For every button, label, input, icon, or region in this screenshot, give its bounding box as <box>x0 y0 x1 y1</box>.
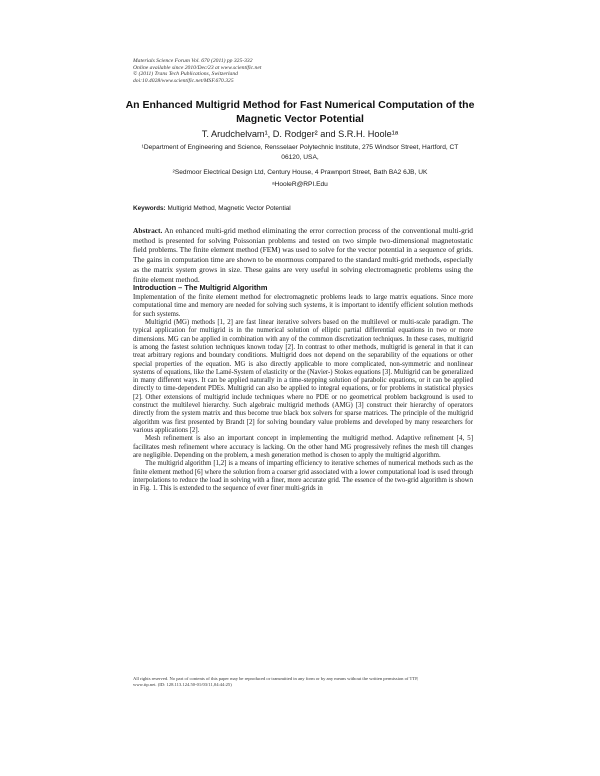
abstract <box>133 226 473 284</box>
copyright-footer <box>133 676 473 687</box>
author-list: T. Arudchelvam¹, D. Rodger² and S.R.H. Hoole¹ᵃ <box>201 129 399 139</box>
keywords-label: Keywords: <box>133 205 166 212</box>
abstract-label: Abstract. <box>133 226 163 235</box>
journal-header <box>133 58 433 84</box>
journal-header-line: Online available since 2010/Dec/23 at www.scientific.net <box>133 64 262 71</box>
keywords-text: Multigrid Method, Magnetic Vector Potential <box>167 205 291 212</box>
footer-line: www.ttp.net. (ID: 128.113.124.50-01/03/11,04:44:25) <box>133 681 232 687</box>
affiliation-1: ¹Department of Engineering and Science, Rensselaer Polytechnic Institute, 275 Windsor Street, Hartford, CT 06120, USA, <box>141 144 459 161</box>
paragraph: Implementation of the finite element method for electromagnetic problems leads to large matrix equations. Since more computational time and memory are needed for solving such systems, it is important to identify efficient solution methods for such systems. <box>133 294 473 318</box>
paragraph: Multigrid (MG) methods [1, 2] are fast linear iterative solvers based on the multilevel or multi-scale paradigm. The typical application for multigrid is in the numerical solution of elliptic partial differential equations in two or more dimensions. MG can be applied in combination with any of the common discretization techniques. In these cases, multigrid is among the fastest solution techniques known today [2]. In contrast to other methods, multigrid is general in that it can treat arbitrary regions and boundary conditions. Multigrid does not depend on the separability of the equations or other special properties of the equation. MG is also directly applicable to more complicated, non-symmetric and nonlinear systems of equations, like the Lamé-System of elasticity or the (Navier-) Stokes equations [3]. Multigrid can be generalized in many different ways. It can be applied naturally in a time-stepping solution of parabolic equations, or it can be applied directly to time-dependent PDEs. Multigrid can also be applied to integral equations, or for problems in statistical physics [2]. Other extensions of multigrid include techniques where no PDE or no geometrical problem background is used to construct the multilevel hierarchy. Such algebraic multigrid methods (AMG) [3] construct their hierarchy of operators directly from the system matrix and thus become true black box solvers for sparse matrices. The principle of the multigrid algorithm was first presented by Brandt [2] for solving boundary value problems and developed by many researchers for various applications [2]. <box>133 318 473 434</box>
paragraph: Mesh refinement is also an important concept in implementing the multigrid method. Adaptive refinement [4, 5] facilitates mesh refinement where accuracy is lacking. On the other hand MG progressively refines the mesh till changes are negligible. Depending on the problem, a mesh generation method is chosen to apply the multigrid algorithm. <box>133 435 473 459</box>
author-email: ᵃHooleR@RPI.Edu <box>272 181 328 188</box>
journal-header-line: © (2011) Trans Tech Publications, Switzerland <box>133 71 238 78</box>
affiliation-2: ²Sedmoor Electrical Design Ltd, Century House, 4 Prawnport Street, Bath BA2 6JB, UK <box>172 169 428 176</box>
paper-title: An Enhanced Multigrid Method for Fast Numerical Computation of the Magnetic Vector Potential <box>125 99 475 125</box>
footer-line: All rights reserved. No part of contents of this paper may be reproduced or transmitted in any form or by any means without the written permission of TTP, <box>133 676 419 681</box>
body-text <box>133 294 473 494</box>
journal-header-line: doi:10.4028/www.scientific.net/MSF.670.325 <box>133 77 234 84</box>
keywords <box>133 205 473 213</box>
section-heading: Introduction – The Multigrid Algorithm <box>133 283 268 292</box>
abstract-text: An enhanced multi-grid method eliminating the error correction process of the conventional multi-grid method is presented for solving Poissonian problems and tested on two simple two-dimensional magnetostatic field problems. The finite element method (FEM) was used to solve for the vector potential in a sequence of grids. The gains in computation time are shown to be enormous compared to the standard multi-grid methods, especially as the matrix system grows in size. These gains are very useful in solving electromagnetic problems using the finite element method. <box>133 226 473 284</box>
paragraph: The multigrid algorithm [1,2] is a means of imparting efficiency to iterative schemes of numerical methods such as the finite element method [6] where the solution from a coarser grid associated with a lower computational load is used through interpolations to reduce the load in solving with a finer, more accurate grid. The essence of the two-grid algorithm is shown in Fig. 1. This is extended to the sequence of ever finer multi-grids in <box>133 460 473 493</box>
journal-header-line: Materials Science Forum Vol. 670 (2011) pp 325-332 <box>133 58 253 64</box>
